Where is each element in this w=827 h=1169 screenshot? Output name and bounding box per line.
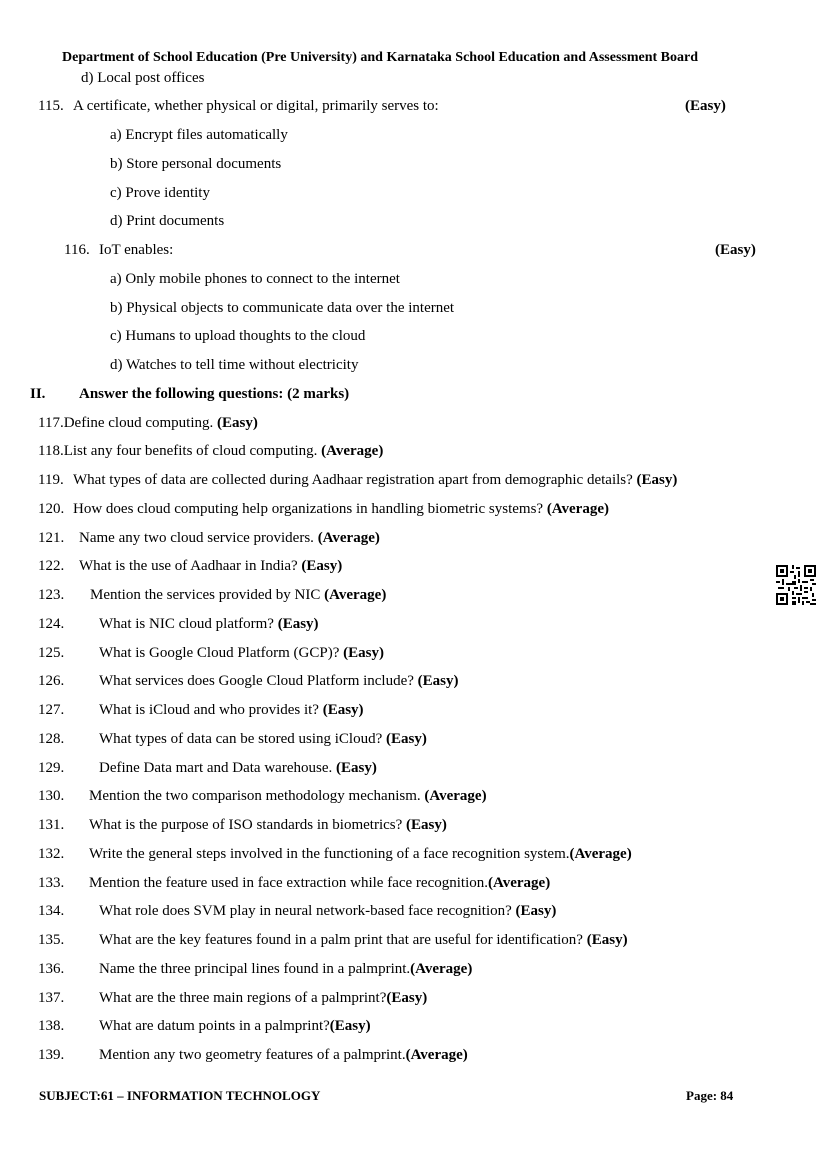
- question-120: [73, 500, 609, 518]
- mcq-115-number: 115.: [38, 98, 64, 114]
- section-title: Answer the following questions: (2 marks): [79, 386, 350, 402]
- question-difficulty: (Average): [321, 443, 384, 459]
- question-text: Mention the feature used in face extraction while face recognition.: [89, 875, 488, 891]
- question-difficulty: (Easy): [343, 645, 384, 661]
- question-text: Define Data mart and Data warehouse.: [99, 760, 336, 776]
- question-difficulty: (Easy): [586, 932, 628, 948]
- question-difficulty: (Easy): [329, 1018, 371, 1034]
- question-difficulty: (Average): [569, 846, 632, 862]
- mcq-115-option-d: d) Print documents: [110, 213, 225, 229]
- question-number: 132.: [38, 846, 65, 862]
- question-number: 126.: [38, 673, 65, 689]
- mcq-116-difficulty: (Easy): [715, 242, 756, 258]
- question-difficulty: (Easy): [301, 558, 343, 574]
- question-number: 130.: [38, 788, 65, 804]
- mcq-115-option-c: c) Prove identity: [110, 185, 210, 201]
- question-number: 122.: [38, 558, 65, 574]
- mcq-115-option-b: b) Store personal documents: [110, 156, 282, 172]
- question-133: [89, 874, 550, 892]
- question-number: 133.: [38, 875, 65, 891]
- question-number: 120.: [38, 501, 65, 517]
- question-123: [90, 586, 386, 604]
- question-difficulty: (Average): [410, 961, 473, 977]
- question-118: [38, 442, 383, 460]
- question-text: Mention the services provided by NIC: [90, 587, 325, 603]
- mcq-116-option-c: c) Humans to upload thoughts to the cloud: [110, 328, 366, 344]
- question-126: [99, 672, 459, 690]
- question-122: [79, 557, 342, 575]
- question-117: [38, 414, 258, 432]
- question-number: 139.: [38, 1047, 65, 1063]
- question-number: 138.: [38, 1018, 65, 1034]
- question-139: [99, 1046, 468, 1064]
- mcq-115-question: A certificate, whether physical or digital, primarily serves to:: [73, 98, 439, 114]
- section-number: II.: [30, 386, 46, 402]
- question-difficulty: (Easy): [406, 817, 447, 833]
- question-129: [99, 759, 377, 777]
- question-number: 119.: [38, 472, 64, 488]
- question-number: 127.: [38, 702, 65, 718]
- question-128: [99, 730, 427, 748]
- question-text: What services does Google Cloud Platform include?: [99, 673, 418, 689]
- question-text: What are datum points in a palmprint?: [99, 1018, 330, 1034]
- question-136: [99, 960, 472, 978]
- question-number: 135.: [38, 932, 65, 948]
- question-number: 123.: [38, 587, 65, 603]
- question-text: List any four benefits of cloud computing.: [63, 443, 322, 459]
- question-text: What types of data are collected during Aadhaar registration apart from demographic details?: [73, 472, 637, 488]
- question-number: 128.: [38, 731, 65, 747]
- mcq-115-option-a: a) Encrypt files automatically: [110, 127, 288, 143]
- question-135: [99, 931, 628, 949]
- question-number: 121.: [38, 530, 65, 546]
- mcq-116-question: IoT enables:: [99, 242, 174, 258]
- question-127: [99, 701, 364, 719]
- question-text: Mention the two comparison methodology mechanism.: [89, 788, 425, 804]
- question-124: [99, 615, 319, 633]
- question-number: 137.: [38, 990, 65, 1006]
- question-text: What is iCloud and who provides it?: [99, 702, 323, 718]
- previous-option: d) Local post offices: [81, 70, 205, 86]
- question-text: What is Google Cloud Platform (GCP)?: [99, 645, 344, 661]
- question-difficulty: (Average): [488, 875, 551, 891]
- question-text: Define cloud computing.: [63, 415, 217, 431]
- question-difficulty: (Average): [424, 788, 487, 804]
- question-text: What types of data can be stored using iCloud?: [99, 731, 387, 747]
- question-text: What are the three main regions of a palmprint?: [99, 990, 387, 1006]
- mcq-116-option-a: a) Only mobile phones to connect to the internet: [110, 271, 400, 287]
- question-125: [99, 644, 384, 662]
- question-text: Name any two cloud service providers.: [79, 530, 318, 546]
- footer-subject: SUBJECT:61 – INFORMATION TECHNOLOGY: [39, 1088, 321, 1103]
- question-number: 136.: [38, 961, 65, 977]
- question-text: Name the three principal lines found in a palmprint.: [99, 961, 411, 977]
- question-137: [99, 989, 427, 1007]
- question-text: What role does SVM play in neural network-based face recognition?: [99, 903, 516, 919]
- page-header: Department of School Education (Pre University) and Karnataka School Education and Assessment Board: [62, 50, 699, 65]
- footer-page-number: Page: 84: [686, 1088, 734, 1103]
- question-difficulty: (Easy): [217, 415, 258, 431]
- question-difficulty: (Easy): [515, 903, 557, 919]
- question-number: 118.: [38, 443, 64, 459]
- question-number: 131.: [38, 817, 65, 833]
- question-text: What is the purpose of ISO standards in biometrics?: [89, 817, 407, 833]
- qr-code-icon: [776, 565, 816, 605]
- question-number: 134.: [38, 903, 65, 919]
- question-difficulty: (Easy): [335, 760, 377, 776]
- mcq-116-number: 116.: [64, 242, 90, 258]
- question-difficulty: (Easy): [417, 673, 459, 689]
- question-difficulty: (Easy): [386, 990, 428, 1006]
- question-130: [89, 787, 487, 805]
- question-text: Mention any two geometry features of a palmprint.: [99, 1047, 406, 1063]
- question-131: [89, 816, 447, 834]
- question-119: [73, 471, 677, 489]
- mcq-115-difficulty: (Easy): [685, 98, 726, 114]
- question-difficulty: (Easy): [636, 472, 678, 488]
- question-number: 125.: [38, 645, 65, 661]
- question-difficulty: (Average): [546, 501, 609, 517]
- question-138: [99, 1017, 371, 1035]
- question-number: 124.: [38, 616, 65, 632]
- question-number: 117.: [38, 415, 64, 431]
- mcq-116-option-b: b) Physical objects to communicate data over the internet: [110, 300, 455, 316]
- mcq-116-option-d: d) Watches to tell time without electricity: [110, 357, 359, 373]
- question-difficulty: (Easy): [322, 702, 364, 718]
- question-difficulty: (Easy): [386, 731, 427, 747]
- question-difficulty: (Easy): [277, 616, 319, 632]
- question-text: What is NIC cloud platform?: [99, 616, 278, 632]
- question-text: What is the use of Aadhaar in India?: [79, 558, 302, 574]
- question-difficulty: (Average): [317, 530, 380, 546]
- question-number: 129.: [38, 760, 65, 776]
- question-difficulty: (Average): [405, 1047, 468, 1063]
- question-text: How does cloud computing help organizations in handling biometric systems?: [73, 501, 547, 517]
- question-text: What are the key features found in a palm print that are useful for identification?: [99, 932, 587, 948]
- question-132: [89, 845, 632, 863]
- question-text: Write the general steps involved in the functioning of a face recognition system.: [89, 846, 570, 862]
- question-difficulty: (Average): [324, 587, 387, 603]
- question-121: [79, 529, 380, 547]
- question-134: [99, 902, 556, 920]
